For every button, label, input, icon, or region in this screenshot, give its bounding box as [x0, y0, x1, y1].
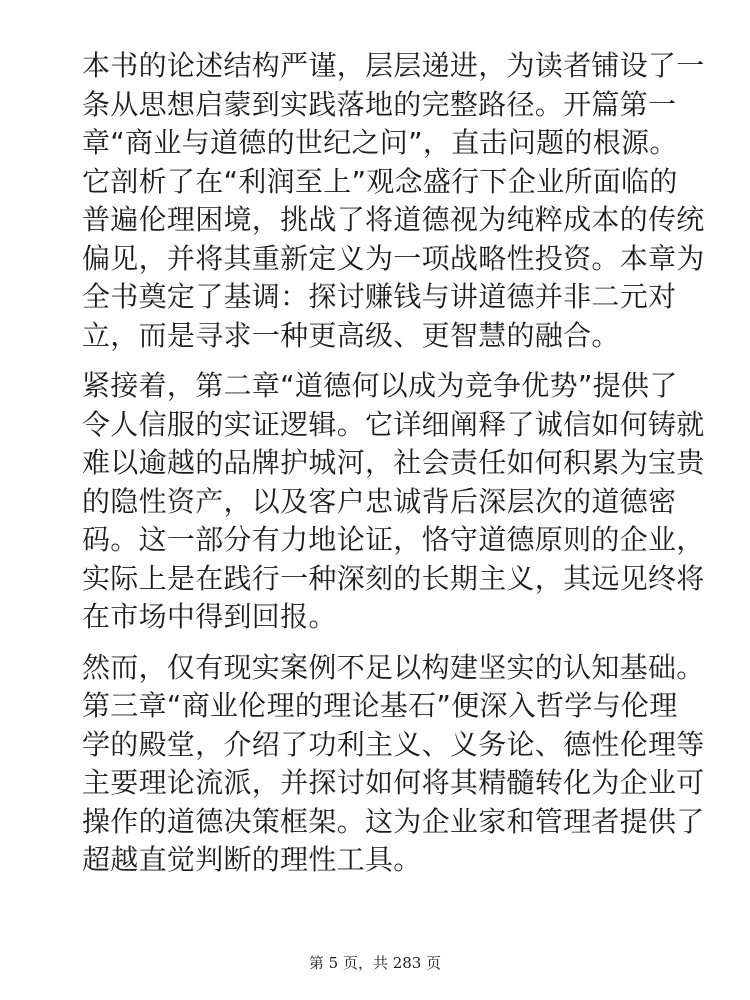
text-line: 紧接着，第二章“道德何以成为竞争优势”提供了 — [82, 369, 678, 402]
text-line: 条从思想启蒙到实践落地的完整路径。开篇第一 — [82, 87, 677, 121]
text-line: 的隐性资产，以及客户忠诚背后深层次的道德密 — [82, 484, 677, 518]
text-line: 立，而是寻求一种更高级、更智慧的融合。 — [82, 318, 620, 352]
text-line: 码。这一部分有力地论证，恪守道德原则的企业， — [82, 523, 705, 556]
text-line: 令人信服的实证逻辑。它详细阐释了诚信如何铸就 — [82, 407, 705, 441]
text-line: 章“商业与道德的世纪之问”，直击问题的根源。 — [82, 126, 678, 159]
text-line: 第三章“商业伦理的理论基石”便深入哲学与伦理 — [82, 689, 678, 722]
paragraph-1 — [82, 47, 705, 355]
text-line: 本书的论述结构严谨，层层递进，为读者铺设了一 — [82, 49, 705, 82]
text-line: 在市场中得到回报。 — [82, 600, 337, 633]
document-body — [82, 47, 705, 892]
text-line: 普遍伦理困境，挑战了将道德视为纯粹成本的传统 — [82, 203, 705, 236]
paragraph-3 — [82, 649, 705, 880]
text-line: 超越直觉判断的理性工具。 — [82, 843, 422, 876]
text-line: 偏见，并将其重新定义为一项战略性投资。本章为 — [82, 241, 705, 275]
text-line: 主要理论流派，并探讨如何将其精髓转化为企业可 — [82, 766, 705, 799]
text-line: 难以逾越的品牌护城河，社会责任如何积累为宝贵 — [82, 446, 705, 479]
text-line: 实际上是在践行一种深刻的长期主义，其远见终将 — [82, 561, 705, 595]
text-line: 然而，仅有现实案例不足以构建坚实的认知基础。 — [82, 650, 705, 684]
text-line: 它剖析了在“利润至上”观念盛行下企业所面临的 — [82, 164, 678, 198]
text-line: 全书奠定了基调：探讨赚钱与讲道德并非二元对 — [82, 280, 677, 313]
paragraph-2 — [82, 367, 705, 637]
text-line: 操作的道德决策框架。这为企业家和管理者提供了 — [82, 804, 705, 838]
text-line: 学的殿堂，介绍了功利主义、义务论、德性伦理等 — [82, 727, 705, 761]
page-number-footer: 第 5 页，共 283 页 — [308, 954, 442, 972]
